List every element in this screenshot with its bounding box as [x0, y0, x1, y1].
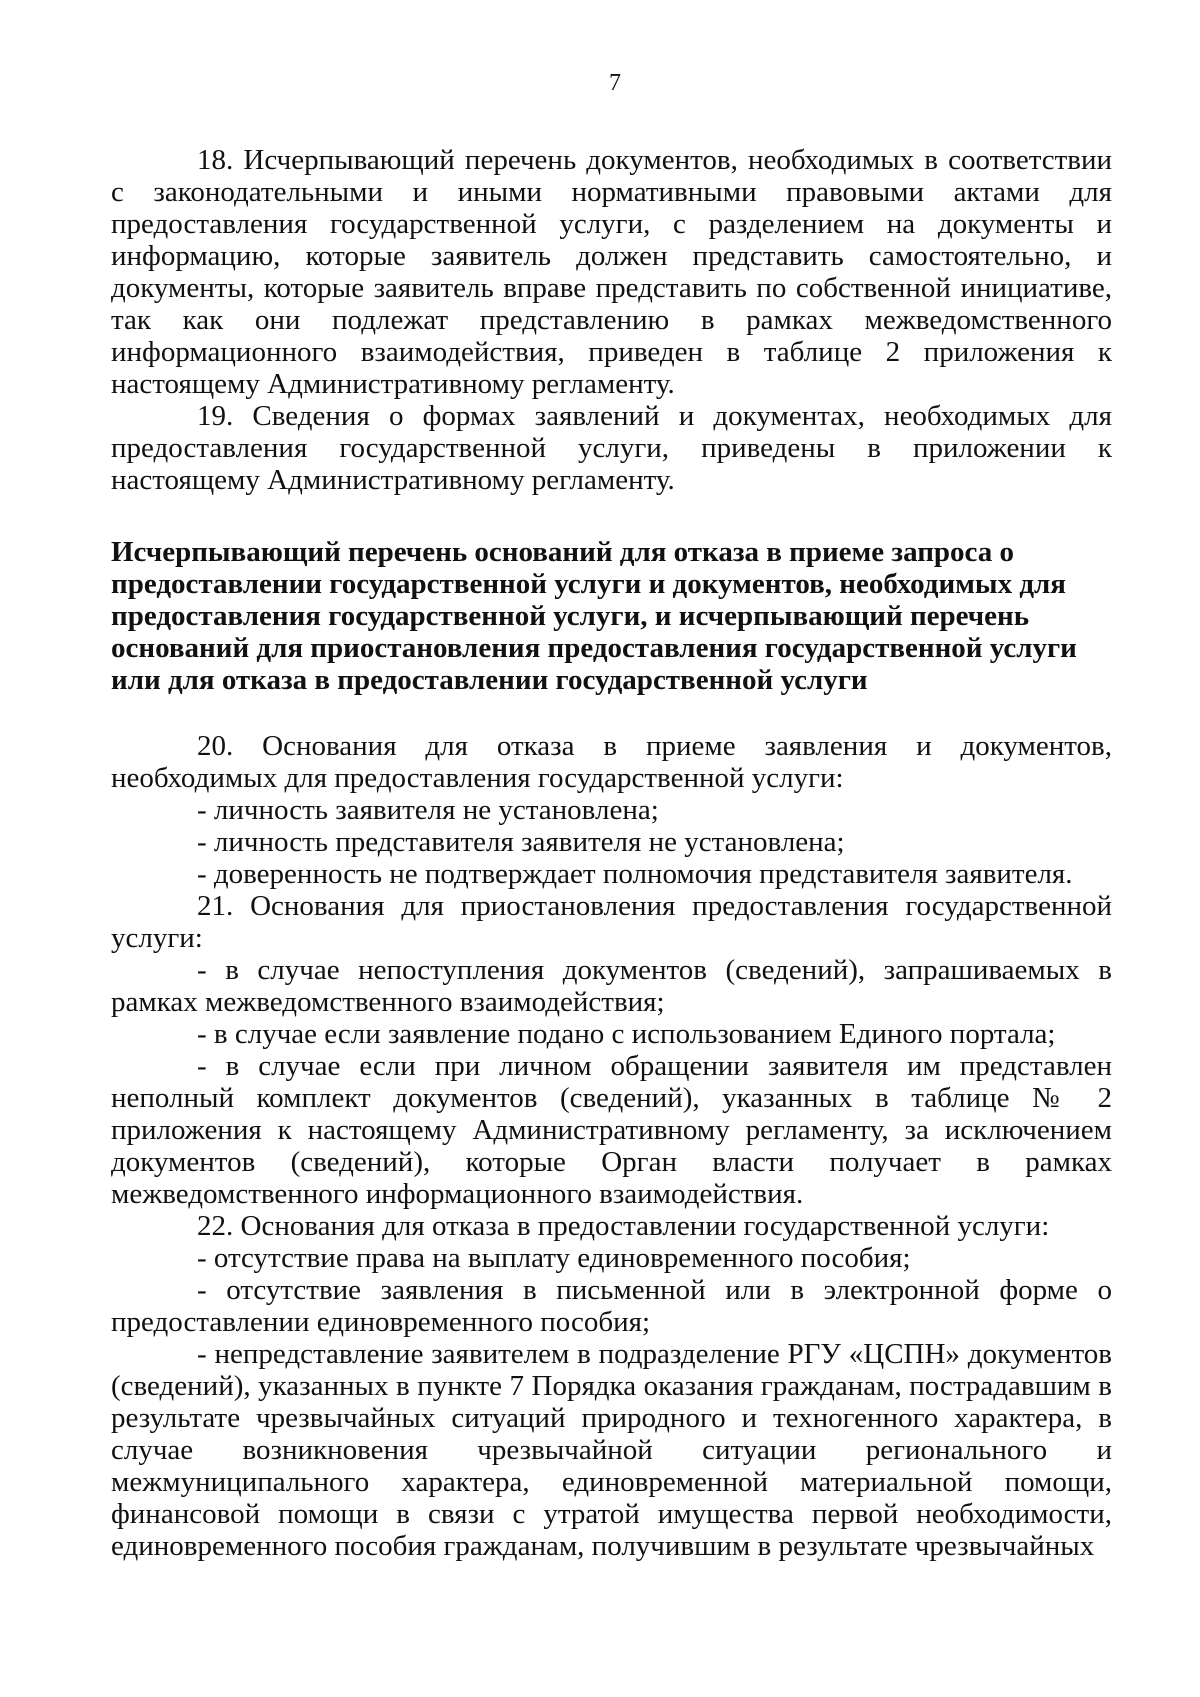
heading-line: оснований для приостановления предоставления государственной услуги	[111, 632, 1077, 664]
list-item: - в случае если при личном обращении заявителя им представлен неполный комплект документов (сведений), указанных в таблице № 2 приложения к настоящему Административному регламенту, за исключением документов (сведений), которые Орган власти получает в рамках межведомственного информационного взаимодействия.	[111, 1050, 1112, 1210]
list-item: - отсутствие права на выплату единовременного пособия;	[197, 1242, 911, 1274]
heading-line: предоставления государственной услуги, и исчерпывающий перечень	[111, 600, 1030, 632]
heading-line: или для отказа в предоставлении государственной услуги	[111, 664, 868, 696]
heading-line: предоставлении государственной услуги и документов, необходимых для	[111, 568, 1066, 600]
list-item: - личность заявителя не установлена;	[197, 794, 659, 826]
paragraph-20: 20. Основания для отказа в приеме заявления и документов, необходимых для предоставления государственной услуги:	[111, 730, 1112, 794]
list-item: - в случае непоступления документов (сведений), запрашиваемых в рамках межведомственного взаимодействия;	[111, 954, 1112, 1018]
list-item: - в случае если заявление подано с использованием Единого портала;	[197, 1018, 1056, 1050]
section-heading	[111, 536, 1112, 696]
paragraph-18: 18. Исчерпывающий перечень документов, необходимых в соответствии с законодательными и иными нормативными правовыми актами для предоставления государственной услуги, с разделением на документы и информацию, которые заявитель должен представить самостоятельно, и документы, которые заявитель вправе представить по собственной инициативе, так как они подлежат представлению в рамках межведомственного информационного взаимодействия, приведен в таблице 2 приложения к настоящему Административному регламенту.	[111, 144, 1112, 400]
list-item: - отсутствие заявления в письменной или в электронной форме о предоставлении единовременного пособия;	[111, 1274, 1112, 1338]
paragraph-22: 22. Основания для отказа в предоставлении государственной услуги:	[197, 1210, 1050, 1242]
heading-line: Исчерпывающий перечень оснований для отказа в приеме запроса о	[111, 536, 1015, 568]
page-number: 7	[609, 70, 621, 96]
list-item: - непредставление заявителем в подразделение РГУ «ЦСПН» документов (сведений), указанных в пункте 7 Порядка оказания гражданам, пострадавшим в результате чрезвычайных ситуаций природного и техногенного характера, в случае возникновения чрезвычайной ситуации регионального и межмуниципального характера, единовременной материальной помощи, финансовой помощи в связи с утратой имущества первой необходимости, единовременного пособия гражданам, получившим в результате чрезвычайных	[111, 1338, 1112, 1562]
list-item: - доверенность не подтверждает полномочия представителя заявителя.	[197, 858, 1073, 890]
document-body	[111, 144, 1112, 1562]
paragraph-21: 21. Основания для приостановления предоставления государственной услуги:	[111, 890, 1112, 954]
paragraph-19: 19. Сведения о формах заявлений и документах, необходимых для предоставления государственной услуги, приведены в приложении к настоящему Административному регламенту.	[111, 400, 1112, 496]
list-item: - личность представителя заявителя не установлена;	[197, 826, 845, 858]
